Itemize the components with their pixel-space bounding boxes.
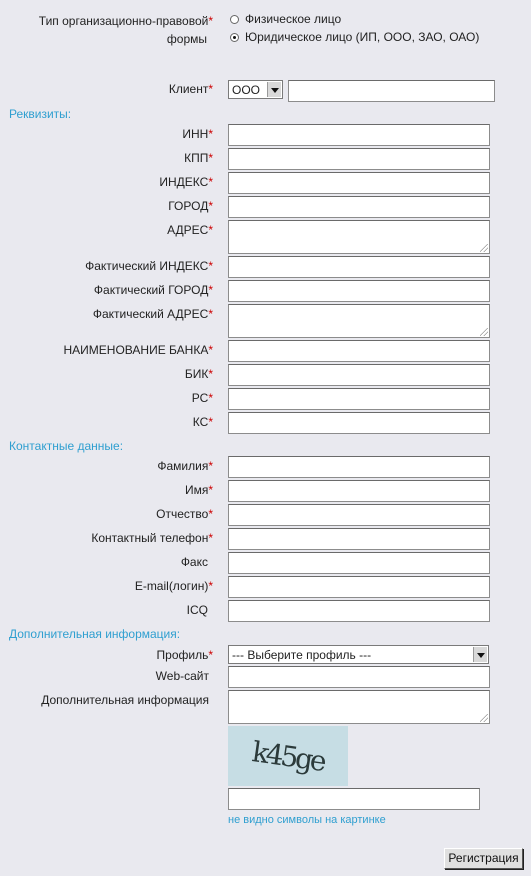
name-label: Имя* — [184, 483, 213, 497]
captcha-text: k45ge — [249, 735, 326, 778]
client-type-select[interactable] — [228, 80, 283, 99]
resize-grip-icon[interactable] — [480, 714, 488, 722]
radio-individual[interactable] — [230, 15, 239, 24]
ks-label: КС* — [192, 415, 213, 429]
website-input[interactable] — [228, 666, 490, 688]
profile-select-value: --- Выберите профиль --- — [232, 648, 372, 662]
fact-address-label: Фактический АДРЕС* — [92, 307, 213, 321]
fax-input[interactable] — [228, 552, 490, 574]
rs-label: РС* — [191, 391, 213, 405]
fact-address-textarea[interactable] — [228, 304, 490, 338]
surname-input[interactable] — [228, 456, 490, 478]
kpp-label: КПП* — [184, 151, 213, 165]
fact-index-input[interactable] — [228, 256, 490, 278]
radio-legal-entity[interactable] — [230, 33, 239, 42]
email-label: E-mail(логин)* — [134, 579, 213, 593]
icq-input[interactable] — [228, 600, 490, 622]
fax-label: Факс — [180, 555, 208, 569]
radio-individual-label: Физическое лицо — [245, 12, 342, 26]
extra-info-textarea[interactable] — [228, 690, 490, 724]
ks-input[interactable] — [228, 412, 490, 434]
bank-name-input[interactable] — [228, 340, 490, 362]
chevron-down-icon — [473, 647, 487, 662]
phone-label: Контактный телефон* — [91, 531, 213, 545]
city-input[interactable] — [228, 196, 490, 218]
bank-name-label: НАИМЕНОВАНИЕ БАНКА* — [63, 343, 213, 357]
client-label: Клиент* — [168, 82, 213, 96]
profile-select[interactable] — [228, 645, 489, 664]
org-type-label: Тип организационно-правовой* формы — [38, 14, 213, 46]
name-input[interactable] — [228, 480, 490, 502]
inn-label: ИНН* — [182, 127, 213, 141]
patronymic-label: Отчество* — [156, 507, 213, 521]
rs-input[interactable] — [228, 388, 490, 410]
captcha-refresh-link[interactable]: не видно символы на картинке — [228, 814, 386, 826]
section-contacts: Контактные данные: — [9, 439, 124, 453]
fact-city-label: Фактический ГОРОД* — [93, 283, 213, 297]
client-type-value: ООО — [232, 83, 261, 97]
radio-legal-entity-label: Юридическое лицо (ИП, ООО, ЗАО, ОАО) — [245, 30, 480, 44]
resize-grip-icon[interactable] — [480, 244, 488, 252]
email-input[interactable] — [228, 576, 490, 598]
index-label: ИНДЕКС* — [159, 175, 213, 189]
captcha-glyphs — [228, 726, 348, 786]
client-name-input[interactable] — [288, 80, 495, 102]
extra-info-label: Дополнительная информация — [41, 693, 209, 707]
section-requisites: Реквизиты: — [9, 107, 72, 121]
bik-label: БИК* — [184, 367, 213, 381]
city-label: ГОРОД* — [168, 199, 213, 213]
index-input[interactable] — [228, 172, 490, 194]
phone-input[interactable] — [228, 528, 490, 550]
surname-label: Фамилия* — [157, 459, 213, 473]
required-mark: * — [208, 14, 213, 28]
fact-index-label: Фактический ИНДЕКС* — [85, 259, 213, 273]
icq-label: ICQ — [186, 603, 208, 617]
chevron-down-icon — [267, 82, 281, 97]
address-label: АДРЕС* — [167, 223, 213, 237]
section-additional: Дополнительная информация: — [9, 627, 181, 641]
patronymic-input[interactable] — [228, 504, 490, 526]
bik-input[interactable] — [228, 364, 490, 386]
captcha-input[interactable] — [228, 788, 480, 810]
register-button[interactable]: Регистрация — [444, 848, 523, 869]
captcha-image — [228, 726, 348, 786]
inn-input[interactable] — [228, 124, 490, 146]
kpp-input[interactable] — [228, 148, 490, 170]
resize-grip-icon[interactable] — [480, 328, 488, 336]
website-label: Web-сайт — [155, 669, 209, 683]
profile-label: Профиль* — [156, 648, 213, 662]
address-textarea[interactable] — [228, 220, 490, 254]
fact-city-input[interactable] — [228, 280, 490, 302]
